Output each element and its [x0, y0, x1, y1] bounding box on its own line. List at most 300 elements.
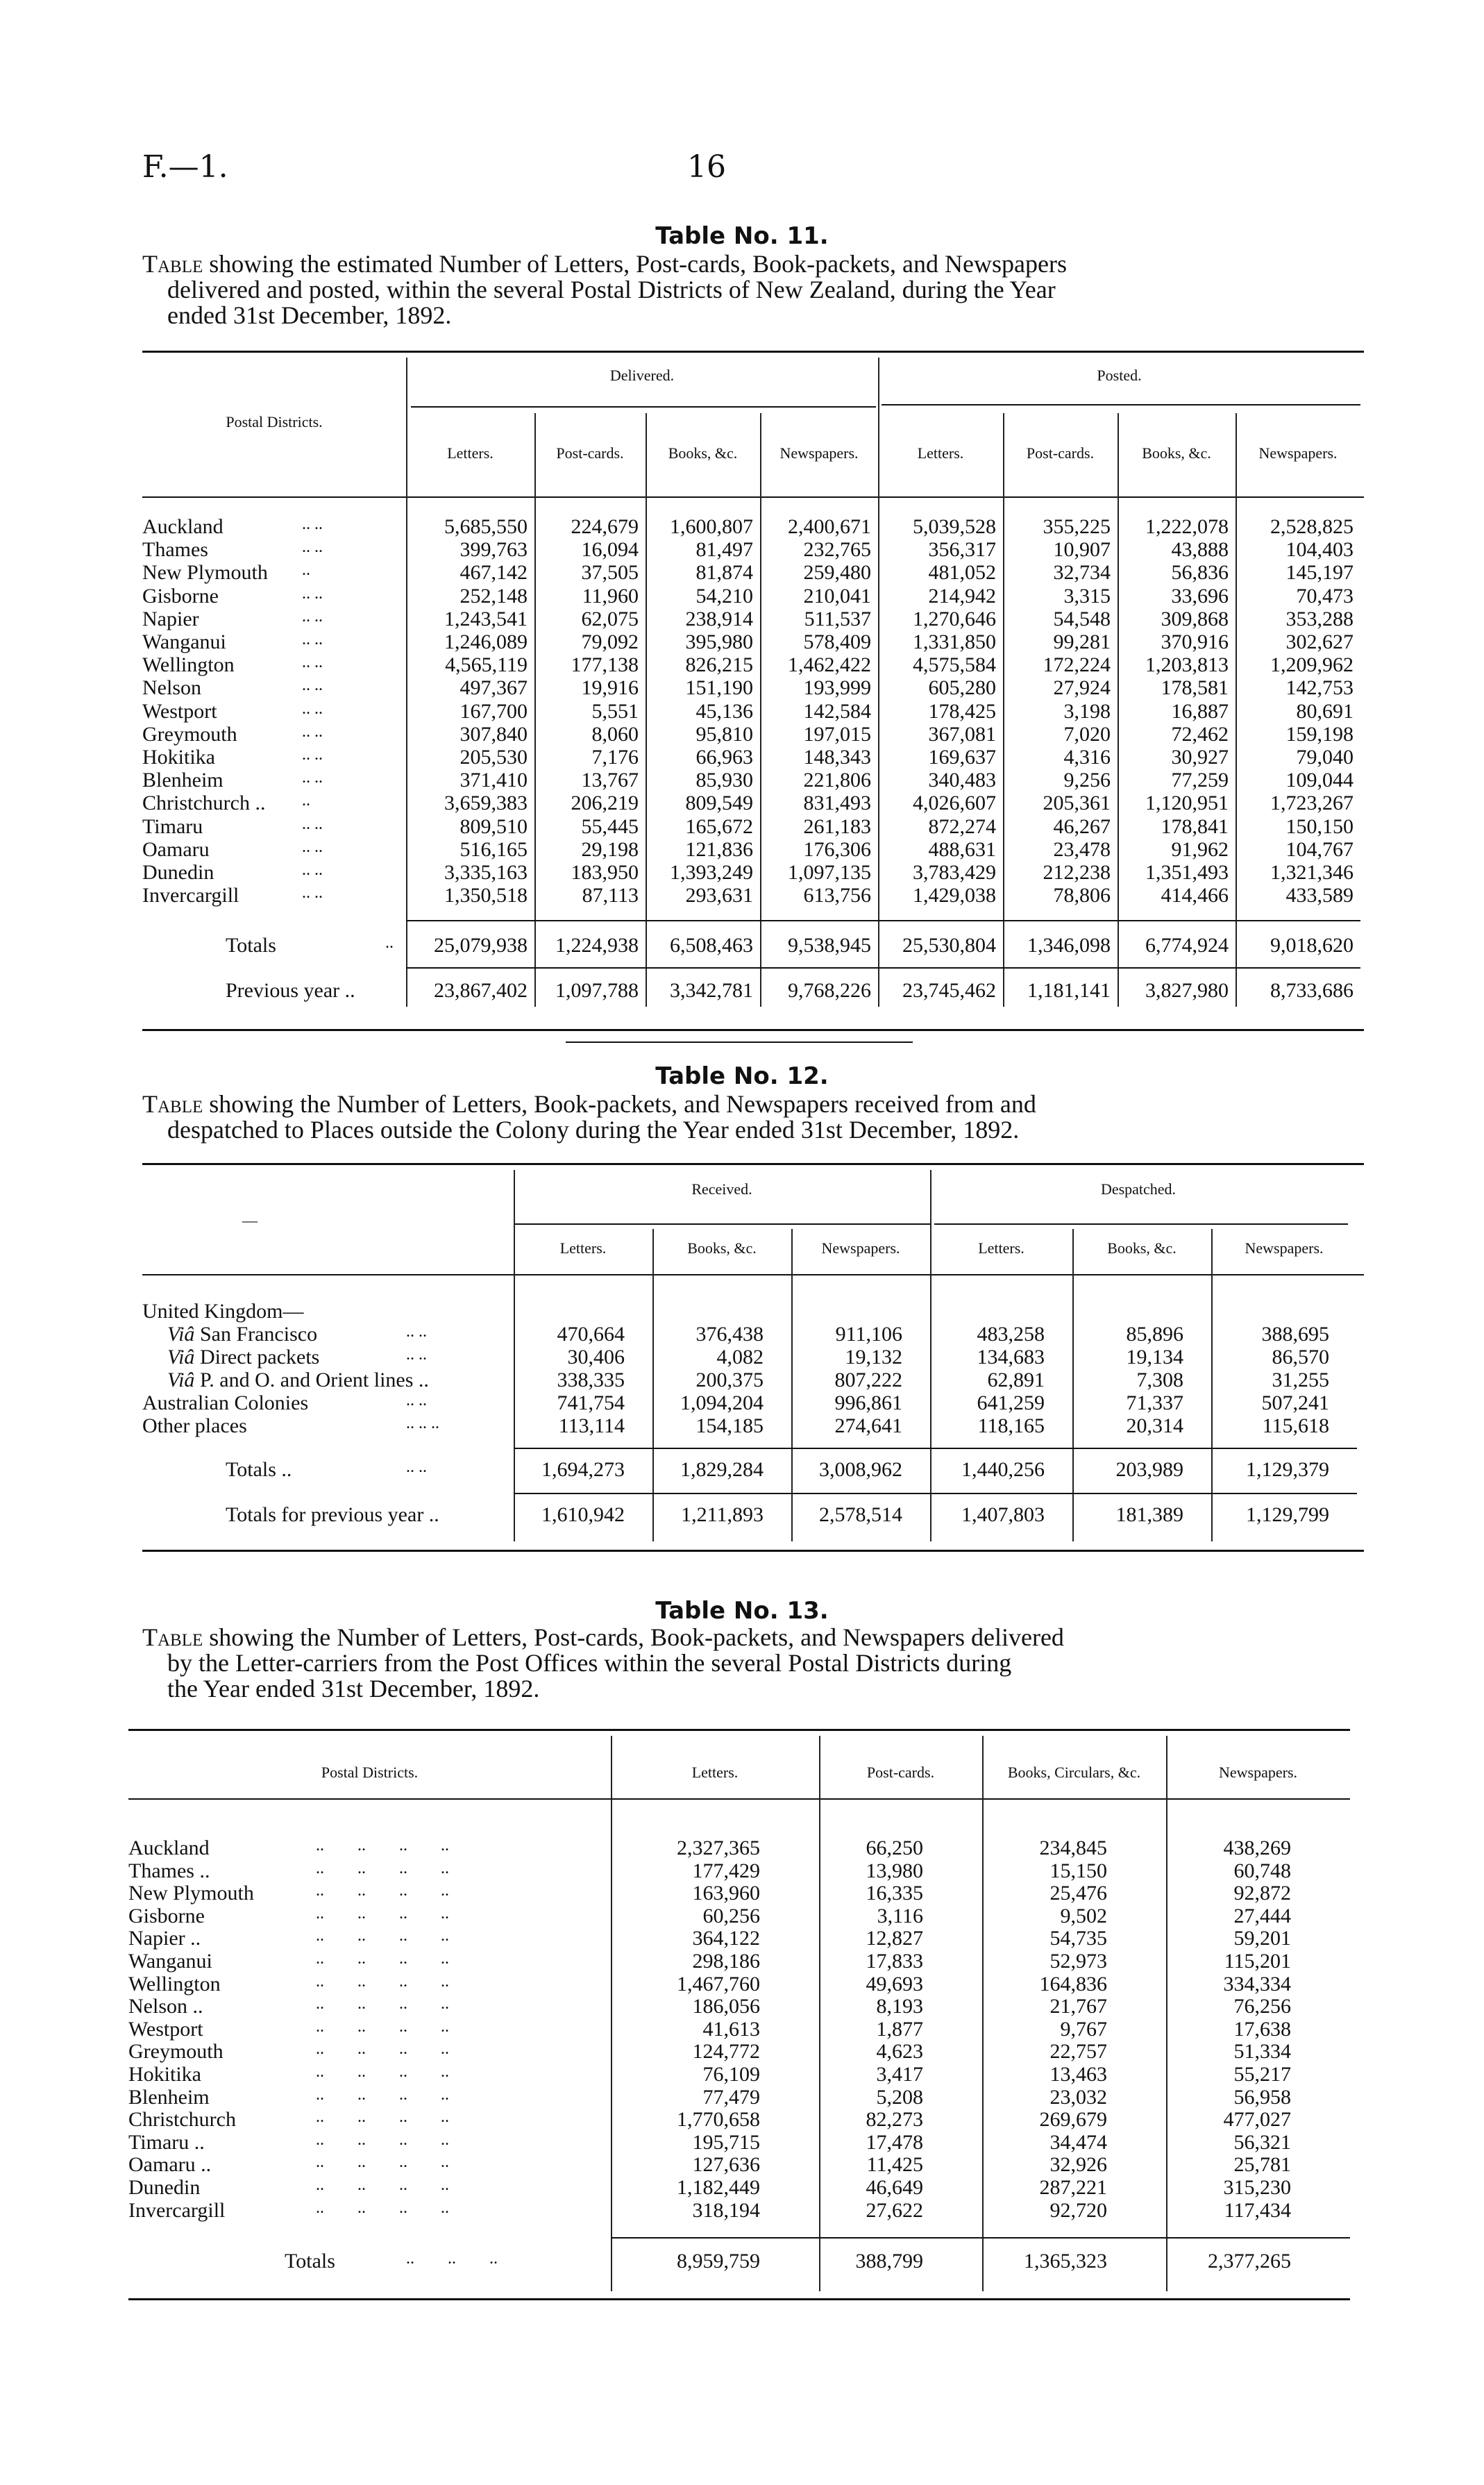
cell-value: 109,044 — [1285, 769, 1354, 792]
table12-title: Table No. 12. — [655, 1062, 829, 1090]
cell-value: 193,999 — [803, 676, 871, 700]
cell-value: 578,409 — [803, 630, 871, 653]
cell-value: 183,950 — [571, 861, 639, 884]
table11-title: Table No. 11. — [655, 222, 829, 250]
cell-value: 5,039,528 — [913, 515, 996, 538]
cell-value: 9,767 — [1060, 2017, 1107, 2041]
table11-bottom-rule — [142, 1029, 1364, 1031]
cell-value: 11,960 — [582, 584, 639, 608]
group-label-united-kingdom: United Kingdom— — [142, 1300, 304, 1323]
cell-value: 1,224,938 — [555, 934, 639, 957]
table-row — [142, 861, 1364, 884]
cell-value: 142,584 — [803, 699, 871, 723]
cell-value: 9,538,945 — [788, 934, 871, 957]
cell-value: 2,377,265 — [1208, 2250, 1291, 2273]
column-header: Letters. — [447, 444, 494, 462]
cell-value: 200,375 — [695, 1369, 764, 1391]
cell-value: 176,306 — [803, 837, 871, 861]
cell-value: 224,679 — [571, 515, 639, 538]
table12-bottom-rule — [142, 1550, 1364, 1552]
table-row — [142, 700, 1364, 723]
leader-dots: .. .. — [302, 653, 323, 672]
header-received: Received. — [691, 1180, 752, 1198]
cell-value: 178,841 — [1161, 814, 1229, 838]
leader-dots: .. .. .. .. — [316, 2108, 449, 2127]
cell-value: 274,641 — [834, 1414, 902, 1437]
cell-value: 177,429 — [692, 1859, 760, 1882]
header-delivered: Delivered. — [609, 367, 675, 384]
cell-value: 1,182,449 — [677, 2176, 760, 2199]
cell-value: 356,317 — [928, 538, 996, 562]
cell-value: 1,094,204 — [680, 1391, 764, 1414]
column-header: Letters. — [559, 1239, 607, 1257]
cell-value: 7,308 — [1136, 1369, 1183, 1391]
cell-value: 37,505 — [581, 561, 639, 585]
table-row — [142, 585, 1364, 608]
via-prefix: Viâ — [167, 1369, 195, 1391]
cell-value: 287,221 — [1039, 2176, 1107, 2199]
cell-value: 195,715 — [692, 2130, 760, 2154]
cell-value: 25,476 — [1049, 1882, 1107, 1905]
leader-dots: .. .. — [302, 746, 323, 764]
cell-value: 197,015 — [803, 722, 871, 746]
table13-bottom-rule — [128, 2298, 1350, 2300]
cell-value: 1,829,284 — [680, 1458, 764, 1481]
totals-label: Totals — [285, 2250, 335, 2273]
cell-value: 395,980 — [685, 630, 753, 653]
cell-value: 60,256 — [702, 1904, 760, 1927]
leader-dots: .. .. .. — [406, 1414, 439, 1432]
row-label: Blenheim — [142, 769, 224, 792]
header-despatched: Despatched. — [1100, 1180, 1177, 1198]
cell-value: 516,165 — [459, 837, 528, 861]
cell-value: 13,463 — [1049, 2063, 1107, 2086]
cell-value: 56,836 — [1171, 561, 1229, 585]
leader-dots: .. .. — [302, 722, 323, 741]
leader-dots: .. .. — [302, 837, 323, 856]
cell-value: 467,142 — [459, 561, 528, 585]
cell-value: 72,462 — [1171, 722, 1229, 746]
row-label: New Plymouth — [128, 1882, 254, 1905]
cell-value: 318,194 — [692, 2198, 760, 2222]
table-row — [142, 769, 1364, 792]
cell-value: 159,198 — [1285, 722, 1354, 746]
cell-value: 826,215 — [685, 653, 753, 677]
cell-value: 76,109 — [702, 2063, 760, 2086]
table-row — [142, 1414, 1364, 1437]
cell-value: 21,767 — [1049, 1995, 1107, 2018]
row-label: Invercargill — [128, 2198, 226, 2222]
cell-value: 19,134 — [1126, 1346, 1183, 1369]
cell-value: 32,926 — [1049, 2153, 1107, 2177]
cell-value: 29,198 — [581, 837, 639, 861]
leader-dots: .. — [302, 792, 310, 810]
column-header: Post-cards. — [866, 1764, 935, 1781]
cell-value: 54,210 — [695, 584, 753, 608]
cell-value: 259,480 — [803, 561, 871, 585]
cell-value: 25,530,804 — [902, 934, 996, 957]
leader-dots: .. .. .. .. — [316, 2040, 449, 2059]
totals-rule — [514, 1448, 1357, 1449]
cell-value: 1,097,788 — [555, 979, 639, 1002]
leader-dots: .. .. — [302, 515, 323, 533]
row-label: Blenheim — [128, 2085, 210, 2109]
row-label: Timaru .. — [128, 2130, 205, 2154]
cell-value: 1,129,379 — [1246, 1458, 1329, 1481]
cell-value: 76,256 — [1233, 1995, 1291, 2018]
cell-value: 8,060 — [591, 722, 639, 746]
leader-dots: .. .. — [302, 884, 323, 903]
cell-value: 55,445 — [581, 814, 639, 838]
cell-value: 46,267 — [1053, 814, 1111, 838]
cell-value: 334,334 — [1223, 1972, 1291, 1995]
cell-value: 77,259 — [1171, 769, 1229, 792]
cell-value: 2,327,365 — [677, 1836, 760, 1859]
totals-row: Totals .. .. .. 1,694,273 1,829,284 3,008,962 1,440,256 203,989 1,129,379 — [226, 1458, 1329, 1481]
table-row — [128, 2199, 1350, 2222]
cell-value: 2,528,825 — [1270, 515, 1354, 538]
cell-value: 221,806 — [803, 769, 871, 792]
cell-value: 4,316 — [1063, 746, 1111, 769]
column-header: Books, Circulars, &c. — [1007, 1764, 1141, 1781]
cell-value: 206,219 — [571, 792, 639, 815]
table-row — [128, 1882, 1350, 1905]
row-label: Westport — [142, 699, 217, 723]
table-row — [128, 1950, 1350, 1973]
cell-value: 177,138 — [571, 653, 639, 677]
cell-value: 214,942 — [928, 584, 996, 608]
table-row — [128, 1995, 1350, 2018]
cell-value: 3,335,163 — [444, 861, 528, 884]
cell-value: 807,222 — [834, 1369, 902, 1391]
cell-value: 261,183 — [803, 814, 871, 838]
cell-value: 43,888 — [1171, 538, 1229, 562]
cell-value: 911,106 — [835, 1323, 902, 1346]
cell-value: 809,549 — [685, 792, 753, 815]
leader-dots: .. .. .. .. — [316, 1904, 449, 1923]
cell-value: 134,683 — [977, 1346, 1045, 1369]
row-label: Dunedin — [142, 861, 214, 884]
cell-value: 4,026,607 — [913, 792, 996, 815]
table-row — [142, 884, 1364, 907]
cell-value: 4,623 — [876, 2040, 923, 2064]
cell-value: 831,493 — [803, 792, 871, 815]
cell-value: 1,129,799 — [1246, 1503, 1329, 1526]
cell-value: 298,186 — [692, 1950, 760, 1973]
cell-value: 9,502 — [1060, 1904, 1107, 1927]
row-label: Napier — [142, 607, 199, 630]
cell-value: 10,907 — [1053, 538, 1111, 562]
table-row — [128, 2153, 1350, 2176]
leader-dots: .. .. — [406, 1391, 427, 1409]
table13-caption: Table showing the Number of Letters, Post-cards, Book-packets, and Newspapers delivered by the Letter-carriers from the Post Offices within the several Postal Districts during the Year ended 31st December, 1892. — [142, 1623, 1064, 1702]
cell-value: 33,696 — [1171, 584, 1229, 608]
row-label: Australian Colonies — [142, 1391, 309, 1414]
cell-value: 117,434 — [1224, 2198, 1291, 2222]
cell-value: 86,570 — [1272, 1346, 1329, 1369]
cell-value: 23,745,462 — [902, 979, 996, 1002]
cell-value: 154,185 — [695, 1414, 764, 1437]
cell-value: 307,840 — [459, 722, 528, 746]
leader-dots: .. .. .. .. — [316, 1950, 449, 1968]
leader-dots: .. .. — [302, 814, 323, 833]
cell-value: 2,400,671 — [788, 515, 871, 538]
cell-value: 25,781 — [1233, 2153, 1291, 2177]
cell-value: 8,733,686 — [1270, 979, 1354, 1002]
cell-value: 302,627 — [1285, 630, 1354, 653]
cell-value: 364,122 — [692, 1927, 760, 1950]
cell-value: 6,774,924 — [1145, 934, 1229, 957]
cell-value: 433,589 — [1285, 884, 1354, 907]
cell-value: 70,473 — [1296, 584, 1354, 608]
cell-value: 181,389 — [1115, 1503, 1183, 1526]
cell-value: 92,872 — [1233, 1882, 1291, 1905]
table12-caption: Table showing the Number of Letters, Book-packets, and Newspapers received from and despatched to Places outside the Colony during the Year ended 31st December, 1892. — [142, 1090, 1036, 1144]
row-label: Gisborne — [142, 584, 219, 608]
via-prefix: Viâ — [167, 1346, 195, 1369]
row-label: Viâ Direct packets — [167, 1346, 320, 1369]
cell-value: 1,462,422 — [788, 653, 871, 677]
cell-value: 507,241 — [1261, 1391, 1329, 1414]
caption-lead: Table — [142, 250, 203, 278]
cell-value: 82,273 — [866, 2108, 923, 2132]
leader-dots: .. .. .. .. — [316, 1859, 449, 1877]
cell-value: 167,700 — [459, 699, 528, 723]
column-header: Newspapers. — [1245, 1239, 1324, 1257]
row-label: Invercargill — [142, 884, 239, 907]
leader-dots: .. .. .. .. — [316, 1882, 449, 1900]
cell-value: 9,768,226 — [788, 979, 871, 1002]
column-header: Newspapers. — [1258, 444, 1338, 462]
cell-value: 205,361 — [1043, 792, 1111, 815]
cell-value: 165,672 — [685, 814, 753, 838]
delivered-group-rule — [411, 406, 876, 408]
leader-dots: .. .. .. .. — [316, 1995, 449, 2014]
via-prefix: Viâ — [167, 1323, 195, 1346]
cell-value: 91,962 — [1171, 837, 1229, 861]
row-label: Oamaru .. — [128, 2153, 212, 2177]
table-row — [128, 1905, 1350, 1927]
cell-value: 46,649 — [866, 2176, 923, 2199]
cell-value: 85,896 — [1126, 1323, 1183, 1346]
cell-value: 163,960 — [692, 1882, 760, 1905]
cell-value: 9,256 — [1063, 769, 1111, 792]
row-label: Auckland — [128, 1836, 210, 1859]
leader-dots: .. .. — [406, 1346, 427, 1364]
cell-value: 9,018,620 — [1270, 934, 1354, 957]
cell-value: 79,092 — [581, 630, 639, 653]
cell-value: 16,887 — [1171, 699, 1229, 723]
cell-value: 15,150 — [1049, 1859, 1107, 1882]
cell-value: 145,197 — [1285, 561, 1354, 585]
cell-value: 62,891 — [987, 1369, 1045, 1391]
cell-value: 23,032 — [1049, 2085, 1107, 2109]
table-row — [128, 1927, 1350, 1950]
cell-value: 212,238 — [1043, 861, 1111, 884]
table13-top-rule — [128, 1729, 1350, 1731]
table-row — [142, 515, 1364, 538]
row-label: Thames — [142, 538, 208, 562]
cell-value: 1,723,267 — [1270, 792, 1354, 815]
row-label: Wellington — [142, 653, 235, 677]
cell-value: 1,181,141 — [1027, 979, 1111, 1002]
leader-dots: .. .. .. .. — [316, 2085, 449, 2104]
row-label: Napier .. — [128, 1927, 201, 1950]
cell-value: 169,637 — [928, 746, 996, 769]
cell-value: 124,772 — [692, 2040, 760, 2064]
column-header: Books, &c. — [687, 1239, 757, 1257]
cell-value: 1,407,803 — [961, 1503, 1045, 1526]
table-row — [142, 746, 1364, 769]
cell-value: 5,551 — [591, 699, 639, 723]
cell-value: 54,548 — [1053, 607, 1111, 630]
table-row — [128, 2063, 1350, 2086]
cell-value: 376,438 — [695, 1323, 764, 1346]
column-header: Books, &c. — [1142, 444, 1211, 462]
cell-value: 151,190 — [685, 676, 753, 700]
table-row — [128, 2040, 1350, 2063]
cell-value: 2,578,514 — [819, 1503, 902, 1526]
leader-dots: .. .. — [302, 584, 323, 603]
column-header: Newspapers. — [821, 1239, 900, 1257]
posted-group-rule — [882, 404, 1360, 405]
row-label: Greymouth — [128, 2040, 224, 2064]
cell-value: 31,255 — [1272, 1369, 1329, 1391]
cell-value: 5,685,550 — [444, 515, 528, 538]
cell-value: 77,479 — [702, 2085, 760, 2109]
cell-value: 1,097,135 — [788, 861, 871, 884]
cell-value: 1,243,541 — [444, 607, 528, 630]
separator-rule — [566, 1041, 913, 1043]
totals-label: Totals — [226, 934, 276, 957]
cell-value: 27,924 — [1053, 676, 1111, 700]
row-label: Auckland — [142, 515, 224, 538]
cell-value: 1,351,493 — [1145, 861, 1229, 884]
leader-dots: .. .. .. .. — [316, 2198, 449, 2217]
cell-value: 80,691 — [1296, 699, 1354, 723]
table11-top-rule — [142, 351, 1364, 353]
row-label: Nelson .. — [128, 1995, 203, 2018]
cell-value: 66,963 — [695, 746, 753, 769]
table-row — [142, 1369, 1364, 1391]
table-row — [128, 2086, 1350, 2109]
cell-value: 25,079,938 — [434, 934, 528, 957]
cell-value: 511,537 — [804, 607, 871, 630]
cell-value: 370,916 — [1161, 630, 1229, 653]
cell-value: 178,581 — [1161, 676, 1229, 700]
cell-value: 809,510 — [459, 814, 528, 838]
row-label: Wanganui — [142, 630, 226, 653]
column-header: Newspapers. — [779, 444, 859, 462]
cell-value: 205,530 — [459, 746, 528, 769]
cell-value: 315,230 — [1223, 2176, 1291, 2199]
cell-value: 19,916 — [581, 676, 639, 700]
cell-value: 4,082 — [716, 1346, 764, 1369]
cell-value: 104,767 — [1285, 837, 1354, 861]
row-label: Hokitika — [142, 746, 215, 769]
cell-value: 3,342,781 — [670, 979, 753, 1002]
table-row — [142, 676, 1364, 699]
previous-rule — [406, 967, 1360, 969]
cell-value: 8,193 — [876, 1995, 923, 2018]
cell-value: 150,150 — [1285, 814, 1354, 838]
table-row — [142, 608, 1364, 630]
cell-value: 55,217 — [1233, 2063, 1291, 2086]
cell-value: 121,836 — [685, 837, 753, 861]
table11-header-rule — [142, 496, 1364, 498]
cell-value: 49,693 — [866, 1972, 923, 1995]
cell-value: 641,259 — [977, 1391, 1045, 1414]
previous-year-label: Previous year .. — [226, 979, 355, 1002]
cell-value: 996,861 — [834, 1391, 902, 1414]
column-header: Letters. — [917, 444, 964, 462]
table-row — [142, 1323, 1364, 1346]
table-row — [142, 1391, 1364, 1414]
cell-value: 30,406 — [567, 1346, 625, 1369]
row-label: Other places — [142, 1414, 247, 1437]
previous-year-row — [142, 979, 1364, 1002]
cell-value: 51,334 — [1233, 2040, 1291, 2064]
cell-value: 414,466 — [1161, 884, 1229, 907]
leader-dots: .. .. — [302, 538, 323, 557]
cell-value: 85,930 — [695, 769, 753, 792]
cell-value: 232,765 — [803, 538, 871, 562]
row-label: Oamaru — [142, 837, 210, 861]
table12-header-rule — [142, 1274, 1364, 1275]
cell-value: 172,224 — [1043, 653, 1111, 677]
column-header: Books, &c. — [668, 444, 738, 462]
cell-value: 54,735 — [1049, 1927, 1107, 1950]
column-header: Letters. — [978, 1239, 1025, 1257]
cell-value: 56,958 — [1233, 2085, 1291, 2109]
row-label: Christchurch .. — [142, 792, 266, 815]
cell-value: 81,874 — [695, 561, 753, 585]
table-row — [128, 1836, 1350, 1859]
table-row — [128, 2131, 1350, 2154]
cell-value: 309,868 — [1161, 607, 1229, 630]
row-label: Thames .. — [128, 1859, 210, 1882]
cell-value: 164,836 — [1039, 1972, 1107, 1995]
table12-top-rule — [142, 1163, 1364, 1165]
cell-value: 1,350,518 — [444, 884, 528, 907]
cell-value: 16,094 — [581, 538, 639, 562]
cell-value: 27,622 — [866, 2198, 923, 2222]
cell-value: 56,321 — [1233, 2130, 1291, 2154]
cell-value: 127,636 — [692, 2153, 760, 2177]
cell-value: 52,973 — [1049, 1950, 1107, 1973]
cell-value: 1,440,256 — [961, 1458, 1045, 1481]
cell-value: 3,783,429 — [913, 861, 996, 884]
cell-value: 1,203,813 — [1145, 653, 1229, 677]
header-posted: Posted. — [1097, 367, 1142, 384]
row-label: Wanganui — [128, 1950, 212, 1973]
cell-value: 7,176 — [591, 746, 639, 769]
cell-value: 32,734 — [1053, 561, 1111, 585]
cell-value: 87,113 — [582, 884, 639, 907]
leader-dots: .. .. .. .. — [316, 1836, 449, 1855]
header-postal-districts: Postal Districts. — [226, 413, 323, 430]
cell-value: 388,695 — [1261, 1323, 1329, 1346]
cell-value: 71,337 — [1126, 1391, 1183, 1414]
totals-rule — [611, 2237, 1350, 2239]
cell-value: 481,052 — [928, 561, 996, 585]
header-postal-districts: Postal Districts. — [321, 1764, 419, 1781]
column-header: Newspapers. — [1218, 1764, 1298, 1781]
cell-value: 7,020 — [1063, 722, 1111, 746]
totals-label: Totals .. — [226, 1458, 292, 1481]
leader-dots: .. .. — [302, 630, 323, 649]
cell-value: 19,132 — [845, 1346, 902, 1369]
